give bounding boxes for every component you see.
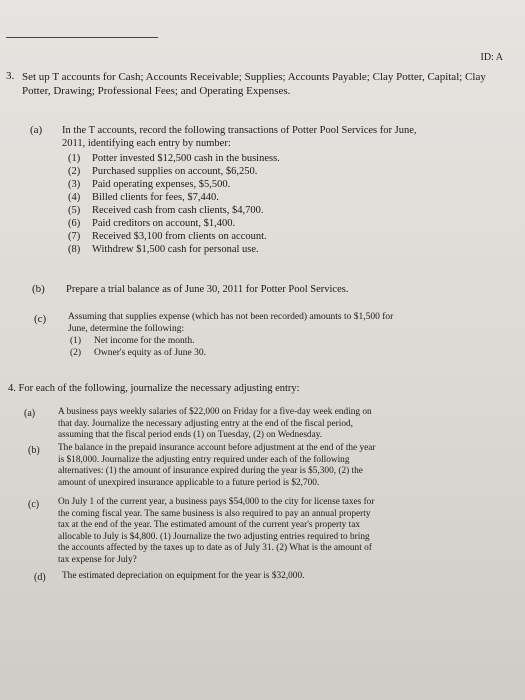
q4c-line: tax at the end of the year. The estimated amount of the current year's property tax (58, 520, 360, 531)
list-item: (2) Purchased supplies on account, $6,250. (68, 166, 258, 177)
q3c-text (68, 311, 508, 335)
q3c-text-line: June, determine the following: (68, 324, 185, 334)
q4b-label: (b) (28, 445, 40, 456)
q3a-label: (a) (30, 124, 43, 136)
q3a-text-line: In the T accounts, record the following transactions of Potter Pool Services for June, (62, 125, 417, 136)
q3c-text-line: Assuming that supplies expense (which has not been recorded) amounts to $1,500 for (68, 312, 394, 322)
list-item: (6) Paid creditors on account, $1,400. (68, 218, 236, 229)
list-item: (1) Potter invested $12,500 cash in the business. (68, 153, 280, 164)
q4b-line: is $18,000. Journalize the adjusting entry required under each of the following (58, 454, 350, 465)
list-item: (1) Net income for the month. (70, 336, 195, 346)
q3a-text-line: 2011, identifying each entry by number: (62, 138, 231, 149)
q4c-text (58, 497, 518, 567)
q4a-line: that day. Journalize the necessary adjusting entry at the end of the fiscal period, (58, 418, 353, 429)
q4c-line: the coming fiscal year. The same business is also required to pay an annual property (58, 508, 371, 519)
q4a-line: assuming that the fiscal period ends (1) on Tuesday, (2) on Wednesday. (58, 430, 323, 441)
q3-intro-line: Potter, Drawing; Professional Fees; and Operating Expenses. (22, 85, 291, 97)
q4a-label: (a) (24, 408, 36, 419)
list-item: (8) Withdrew $1,500 cash for personal use. (68, 244, 259, 255)
q4c-label: (c) (28, 499, 40, 510)
list-item: (4) Billed clients for fees, $7,440. (68, 192, 219, 203)
q3b-text: Prepare a trial balance as of June 30, 2011 for Potter Pool Services. (66, 284, 349, 295)
q4c-line: the accounts affected by the taxes up to date as of July 31. (2) What is the amount of (58, 543, 372, 554)
q4b-line: alternatives: (1) the amount of insurance expired during the year is $5,300, (2) the (58, 466, 363, 477)
q4b-text (58, 443, 518, 489)
q3b-label: (b) (32, 283, 45, 295)
q3-number: 3. (6, 70, 15, 82)
q4c-line: tax expense for July? (58, 554, 137, 565)
q4-intro: 4. For each of the following, journalize the necessary adjusting entry: (8, 383, 300, 394)
q3c-label: (c) (34, 313, 47, 325)
q4d-text: The estimated depreciation on equipment for the year is $32,000. (62, 571, 305, 581)
q3-intro (22, 70, 522, 98)
list-item: (5) Received cash from cash clients, $4,700. (68, 205, 264, 216)
list-item: (7) Received $3,100 from clients on account. (68, 231, 267, 242)
q4a-line: A business pays weekly salaries of $22,000 on Friday for a five-day week ending on (58, 407, 372, 417)
q4a-text (58, 407, 518, 442)
q3-intro-line: Set up T accounts for Cash; Accounts Receivable; Supplies; Accounts Payable; Clay Potter, Capital; Clay (22, 71, 486, 83)
q3a-text (62, 124, 522, 150)
top-rule (6, 37, 158, 38)
id-label: ID: A (480, 52, 503, 63)
q3a-transaction-list (68, 152, 280, 256)
q4c-line: allocable to July is $4,800. (1) Journalize the two adjusting entries required to bring (58, 531, 370, 542)
q4b-line: amount of unexpired insurance applicable to a future period is $2,700. (58, 477, 320, 488)
q3c-item-list (70, 335, 206, 359)
q4d-label: (d) (34, 572, 46, 583)
list-item: (3) Paid operating expenses, $5,500. (68, 179, 231, 190)
list-item: (2) Owner's equity as of June 30. (70, 348, 206, 358)
q4b-line: The balance in the prepaid insurance account before adjustment at the end of the year (58, 443, 376, 453)
q4c-line: On July 1 of the current year, a business pays $54,000 to the city for license taxes for (58, 497, 375, 507)
